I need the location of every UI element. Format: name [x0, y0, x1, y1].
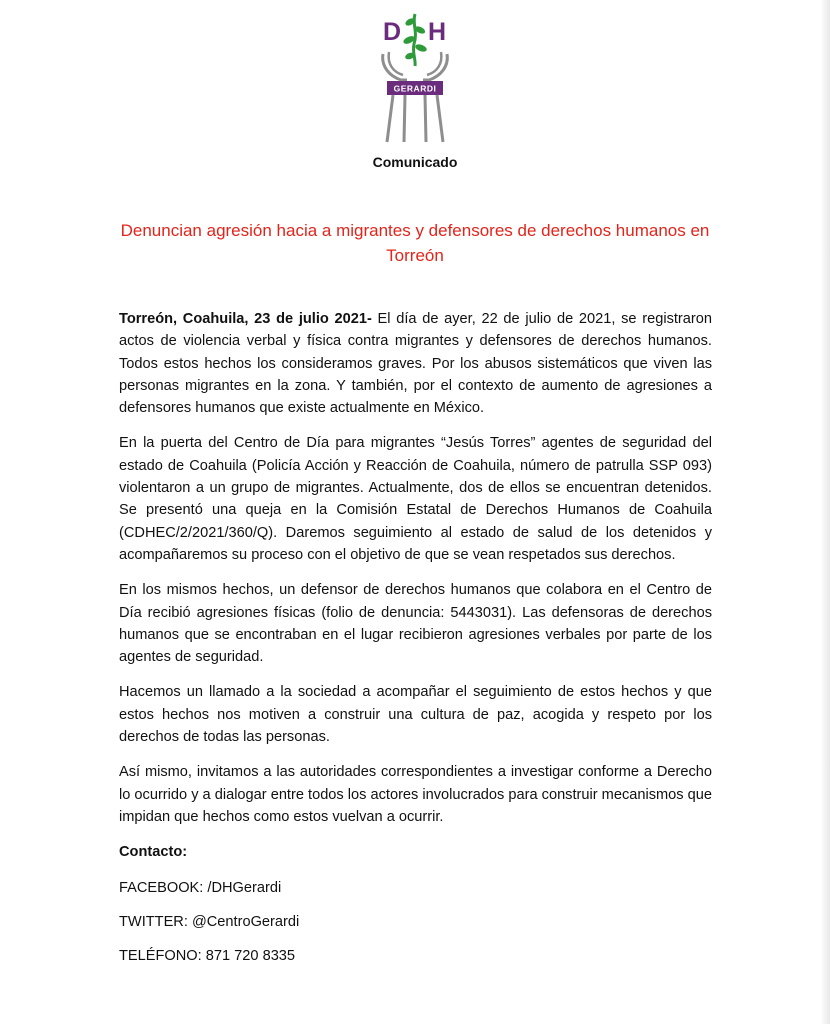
paragraph-1-text: El día de ayer, 22 de julio de 2021, se registraron actos de violencia verbal y física contra migrantes y defensores de derechos humanos. Todos estos hechos los consideramos graves. Por los abusos sistemáticos que viven las personas migrantes en la zona. Y también, por el contexto de aumento de agresiones a defensores humanos que existe actualmente en México. — [119, 311, 712, 417]
document-type-label: Comunicado — [372, 154, 458, 170]
paragraph-2: En la puerta del Centro de Día para migrantes “Jesús Torres” agentes de seguridad del estado de Coahuila (Policía Acción y Reacción de Coahuila, número de patrulla SSP 093) violentaron a un grupo de migrantes. Actualmente, dos de ellos se encuentran detenidos. Se presentó una queja en la Comisión Estatal de Derechos Humanos de Coahuila (CDHEC/2/2021/360/Q). Daremos seguimiento al estado de salud de los detenidos y acompañaremos su proceso con el objetivo de que se vean respetados sus derechos. — [119, 435, 712, 563]
paragraph-3: En los mismos hechos, un defensor de derechos humanos que colabora en el Centro de Día recibió agresiones físicas (folio de denuncia: 5443031). Las defensoras de derechos humanos que se encontraban en el lugar recibieron agresiones verbales por parte de los agentes de seguridad. — [119, 582, 712, 666]
dateline: Torreón, Coahuila, 23 de julio 2021- — [119, 311, 372, 327]
contact-facebook: FACEBOOK: /DHGerardi — [119, 879, 282, 896]
logo-word: GERARDI — [393, 83, 437, 94]
page-edge-shadow — [820, 0, 830, 1024]
body-text — [119, 308, 712, 979]
contact-heading: Contacto: — [119, 844, 188, 861]
svg-text:D: D — [383, 18, 402, 46]
paragraph-1 — [119, 308, 712, 419]
headline: Denuncian agresión hacia a migrantes y defensores de derechos humanos en Torreón — [120, 221, 710, 265]
paragraph-4: Hacemos un llamado a la sociedad a acompañar el seguimiento de estos hechos y que estos hechos nos motiven a construir una cultura de paz, acogida y respeto por los derechos de todas las personas. — [119, 684, 712, 746]
paragraph-5: Así mismo, invitamos a las autoridades correspondientes a investigar conforme a Derecho lo ocurrido y a dialogar entre todos los actores involucrados para construir mecanismos que impidan que hechos como estos vuelvan a ocurrir. — [119, 764, 712, 825]
logo-graphic — [377, 10, 453, 146]
svg-text:H: H — [428, 18, 447, 46]
contact-twitter: TWITTER: @CentroGerardi — [119, 913, 300, 930]
dh-gerardi-logo — [377, 10, 453, 146]
contact-phone: TELÉFONO: 871 720 8335 — [119, 948, 296, 965]
